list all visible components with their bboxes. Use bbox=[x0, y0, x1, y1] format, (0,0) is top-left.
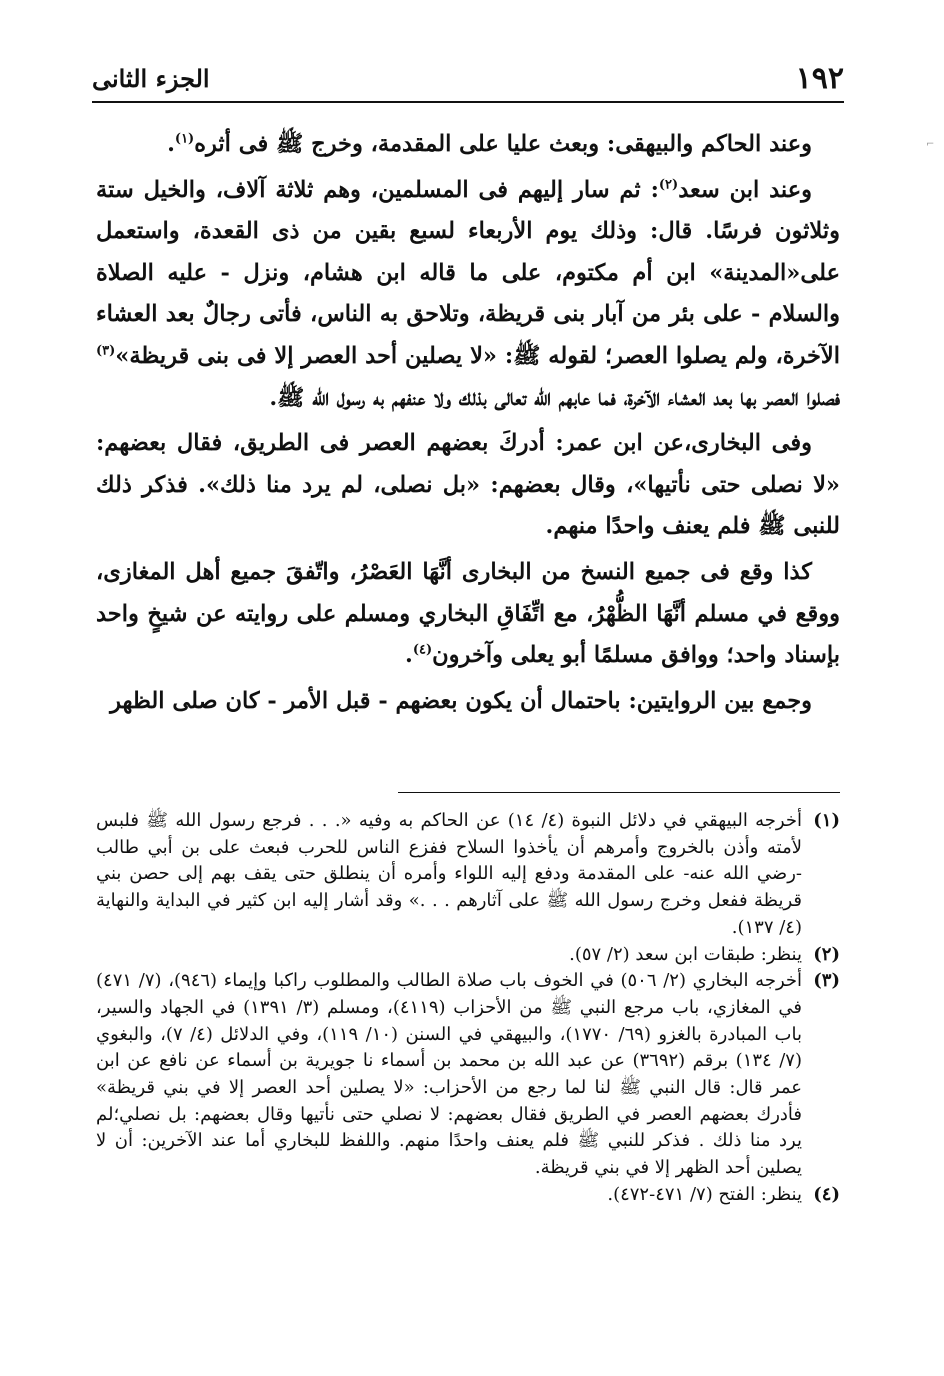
footnote-text: أخرجه البيهقي في دلائل النبوة (٤/ ١٤) عن الحاكم به وفيه «. . . فرجع رسول الله ﷺ فلبس لأمته وأذن بالخروج وأمرهم أن يأخذوا السلاح ففزع الناس للحرب فبعث على بن أبي طالب -رضي الله عنه- على المقدمة ودفع إليه اللواء وأمره أن ينطلق حتى يقف بهم إلى حصن بني قريظة ففعل وخرج رسول الله ﷺ على آثارهم . . .» وقد أشار إليه ابن كثير في البداية والنهاية (٤/ ١٣٧). bbox=[96, 810, 802, 938]
paragraph-text: . bbox=[167, 131, 175, 157]
footnote-ref: (١) bbox=[174, 131, 195, 147]
page-number: ١٩٢ bbox=[795, 60, 844, 96]
footnote-number: (٣) bbox=[813, 970, 840, 992]
paragraph bbox=[96, 423, 840, 548]
paragraph-text: . bbox=[405, 642, 413, 669]
paragraph-text: : ثم سار إليهم فى المسلمين، وهم ثلاثة آلاف، والخيل ستة وثلاثون فرسًا. قال: وذلك يوم الأربعاء لسبع بقين من ذى القعدة، واستعمل على«المدينة» ابن أم مكتوم، على ما قاله ابن هشام، ونزل - عليه الصلاة والسلام - على بئر من آبار بنى قريظة، وتلاحق به الناس، فأتى رجالٌ بعد العشاء الآخرة، ولم يصلوا العصر؛ لقوله ﷺ: «لا يصلين أحد العصر إلا فى بنى قريظة» bbox=[96, 176, 840, 369]
footnote-number: (١) bbox=[813, 810, 840, 831]
main-text bbox=[96, 124, 840, 722]
running-title: الجزء الثانى bbox=[92, 63, 210, 93]
footnote-ref: (٢) bbox=[658, 177, 679, 193]
paragraph bbox=[96, 552, 840, 677]
paragraph bbox=[96, 124, 840, 166]
paragraph-text: فصلوا العصر بها بعد العشاء الآخرة، فما عابهم الله تعالى بذلك ولا عنفهم به رسول الله ﷺ. bbox=[269, 384, 840, 411]
paragraph bbox=[96, 170, 840, 420]
paragraph bbox=[96, 681, 840, 723]
footnote-ref: (٤) bbox=[412, 642, 433, 658]
footnote-divider bbox=[398, 792, 840, 793]
footnote bbox=[96, 808, 840, 942]
footnote bbox=[96, 1182, 840, 1209]
footnote-text: ينظر: طبقات ابن سعد (٢/ ٥٧). bbox=[569, 943, 802, 965]
page-header bbox=[92, 56, 844, 100]
paragraph-text: وعند ابن سعد bbox=[678, 176, 812, 203]
footnote bbox=[96, 942, 840, 969]
footnote-ref: (٣) bbox=[96, 343, 116, 359]
footnote-text: ينظر: الفتح (٧/ ٤٧١-٤٧٢). bbox=[607, 1183, 802, 1205]
footnote-text: أخرجه البخاري (٢/ ٥٠٦) في الخوف باب صلاة الطالب والمطلوب راكبا وإيماء (٩٤٦)، (٧/ ٤٧١) في المغازي، باب مرجع النبي ﷺ من الأحزاب (٤١١٩)، ومسلم (٣/ ١٣٩١) في الجهاد والسير، باب المبادرة بالغزو (٦٩/ ١٧٧٠)، والبيهقي في السنن (١٠/ ١١٩)، وفي الدلائل (٤/ ٧)، والبغوي (٧/ ١٣٤) برقم (٣٦٩٢) عن عبد الله بن محمد بن أسماء نا جويرية بن أسماء عن نافع عن ابن عمر قال: قال النبي ﷺ لنا لما رجع من الأحزاب: «لا يصلين أحد العصر إلا في بني قريظة» فأدرك بعضهم العصر في الطريق فقال بعضهم: لا نصلي حتى نأتيها وقال بعضهم: بل نصلي؛لم يرد منا ذلك . فذكر للنبي ﷺ فلم يعنف واحدًا منهم. واللفظ للبخاري أما عند الآخرين: أن لا يصلين أحد الظهر إلا في بني قريظة. bbox=[96, 970, 803, 1179]
footnote-number: (٢) bbox=[813, 943, 840, 965]
footnotes bbox=[96, 808, 840, 1209]
margin-mark: ⌐ bbox=[926, 139, 935, 150]
paragraph-text: وجمع بين الروايتين: باحتمال أن يكون بعضهم - قبل الأمر - كان صلى الظهر bbox=[110, 687, 812, 714]
footnote bbox=[96, 968, 840, 1182]
footnote-number: (٤) bbox=[813, 1183, 840, 1205]
paragraph-text: وفى البخارى،عن ابن عمر: أدركَ بعضهم العصر فى الطريق، فقال بعضهم: «لا نصلى حتى نأتيها»، وقال بعضهم: «بل نصلى، لم يرد منا ذلك». فذكر ذلك للنبى ﷺ فلم يعنف واحدًا منهم. bbox=[96, 430, 840, 540]
paragraph-text: كذا وقع فى جميع النسخ من البخارى أنَّهَا العَصْرُ، واتّفقَ جميع أهل المغازى، ووقع في مسلم أنَّهَا الظُّهْرُ، مع اتِّفَاقِ البخاري ومسلم على روايته عن شيخٍ واحد بإسناد واحد؛ ووافق مسلمًا أبو يعلى وآخرون bbox=[96, 558, 840, 669]
paragraph-text: وعند الحاكم والبيهقى: وبعث عليا على المقدمة، وخرج ﷺ فى أثره bbox=[194, 131, 812, 157]
header-divider bbox=[92, 101, 844, 103]
